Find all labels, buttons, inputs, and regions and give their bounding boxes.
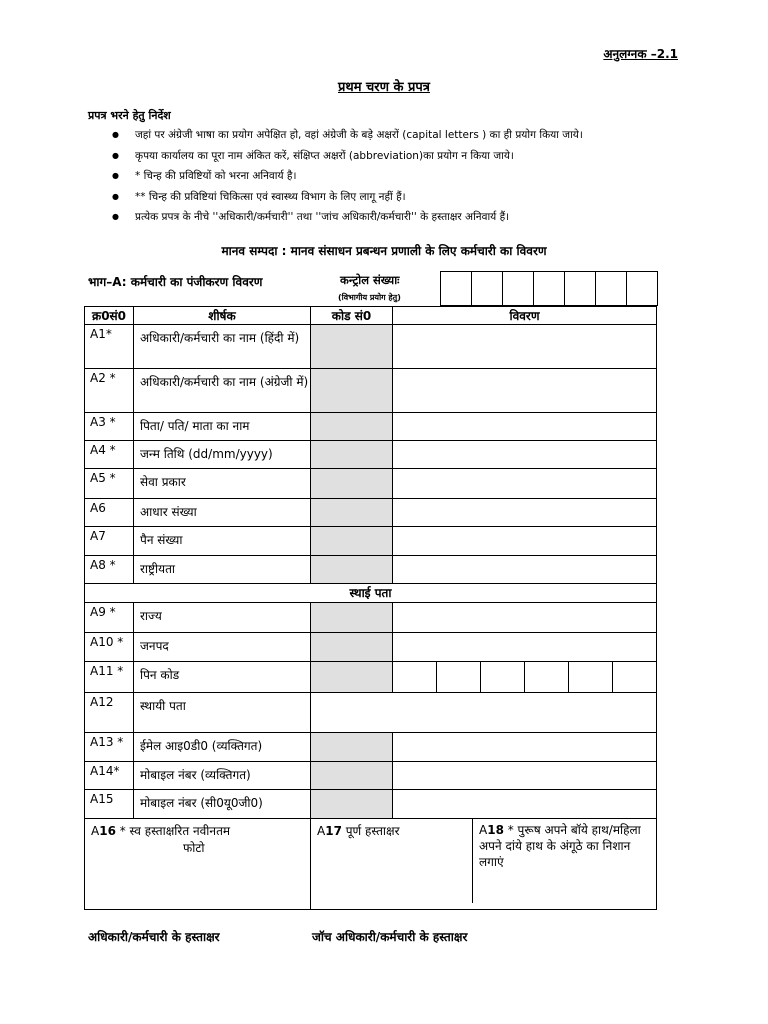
pin-digit-box[interactable] [393,662,437,692]
row-sno: A1* [85,325,134,369]
row-sno: A10 * [85,633,134,662]
table-row [85,762,657,790]
table-row [85,469,657,499]
table-row [85,527,657,556]
code-field[interactable] [311,733,393,762]
code-field[interactable] [311,762,393,790]
table-row [85,633,657,662]
table-row [85,662,657,693]
row-sno: A9 * [85,603,134,633]
photo-label: * स्व हस्ताक्षरित नवीनतम [115,824,231,838]
instructions-heading: प्रपत्र भरने हेतु निर्देश [88,109,171,122]
address-field[interactable] [311,693,657,733]
details-field[interactable] [393,527,657,556]
header-details: विवरण [393,307,657,325]
control-number-label: कन्ट्रोल संख्याः [340,273,400,287]
table-row [85,603,657,633]
control-number-box[interactable] [472,272,503,305]
pin-digit-box[interactable] [613,662,656,692]
control-number-boxes [440,271,658,306]
checker-signature-label: जॉच अधिकारी/कर्मचारी के हस्ताक्षर [312,930,468,944]
signature-label: पूर्ण हस्ताक्षर [341,824,400,838]
details-field[interactable] [393,633,657,662]
row-sno: A3 * [85,413,134,441]
page-title: प्रथम चरण के प्रपत्र [338,80,430,95]
control-number-box[interactable] [503,272,534,305]
code-field[interactable] [311,325,393,369]
row-sno: A4 * [85,441,134,469]
control-number-sublabel: (विभागीय प्रयोग हेतु) [338,293,401,302]
row-label: पिता/ पति/ माता का नाम [134,413,311,441]
details-field[interactable] [393,603,657,633]
header-title: शीर्षक [134,307,311,325]
pin-code-boxes [393,662,657,693]
instruction-item: ● * चिन्ह की प्रविष्टियों को भरना अनिवार्य है। [110,167,680,188]
row-label: पैन संख्या [134,527,311,556]
row-sno: A14* [85,762,134,790]
row-label: जनपद [134,633,311,662]
signature-prefix: A [317,824,326,838]
signature-box[interactable] [311,819,473,903]
table-row [85,369,657,413]
header-code: कोड सं0 [311,307,393,325]
pin-digit-box[interactable] [525,662,569,692]
row-label: मोबाइल नंबर (सी0यू0जी0) [134,790,311,819]
details-field[interactable] [393,733,657,762]
instruction-item: ● कृपया कार्यालय का पूरा नाम अंकित करें, संक्षिप्त अक्षरों (abbreviation)का प्रयोग न किया जाये। [110,147,680,168]
pin-digit-box[interactable] [569,662,613,692]
details-field[interactable] [393,441,657,469]
part-a-heading: भाग–A: कर्मचारी का पंजीकरण विवरण [88,275,263,289]
row-sno: A7 [85,527,134,556]
row-sno: A13 * [85,733,134,762]
instruction-item: ● प्रत्येक प्रपत्र के नीचे ''अधिकारी/कर्मचारी'' तथा ''जांच अधिकारी/कर्मचारी'' के हस्ताक्षर अनिवार्य हैं। [110,208,680,229]
details-field[interactable] [393,325,657,369]
thumb-label: * पुरूष अपने बॉये हाथ/महिला अपने दांये हाथ के अंगूठे का निशान लगाएं [479,823,641,869]
annexure-label: अनुलग्नक –2.1 [603,47,678,61]
table-row [85,733,657,762]
row-label: जन्म तिथि (dd/mm/yyyy) [134,441,311,469]
row-label: मोबाइल नंबर (व्यक्तिगत) [134,762,311,790]
header-sno: क्र0सं0 [85,307,134,325]
row-label: अधिकारी/कर्मचारी का नाम (हिंदी में) [134,325,311,369]
row-label: राज्य [134,603,311,633]
thumb-prefix: A [479,823,488,837]
photo-label-2: फोटो [183,841,205,855]
code-field[interactable] [311,603,393,633]
code-field[interactable] [311,499,393,527]
code-field[interactable] [311,662,393,693]
table-row [85,413,657,441]
details-field[interactable] [393,556,657,584]
code-field[interactable] [311,469,393,499]
code-field[interactable] [311,413,393,441]
instruction-item: ● जहां पर अंग्रेजी भाषा का प्रयोग अपेक्षित हो, वहां अंग्रेजी के बड़े अक्षरों (capital letters ) का ही प्रयोग किया जाये। [110,126,680,147]
details-field[interactable] [393,762,657,790]
pin-digit-box[interactable] [437,662,481,692]
table-header-row [85,307,657,325]
row-sno: A8 * [85,556,134,584]
permanent-address-section [85,584,657,603]
table-row [85,325,657,369]
row-sno: A11 * [85,662,134,693]
photo-box[interactable] [85,819,311,910]
table-row [85,693,657,733]
control-number-box[interactable] [565,272,596,305]
thumb-number: 18 [487,823,504,837]
table-row [85,441,657,469]
row-label: पिन कोड [134,662,311,693]
table-row [85,499,657,527]
details-field[interactable] [393,369,657,413]
table-row [85,790,657,819]
photo-signature-row [85,819,657,910]
photo-prefix: A [91,824,100,838]
row-label: ईमेल आइ0डी0 (व्यक्तिगत) [134,733,311,762]
thumb-impression-box[interactable] [473,819,656,903]
row-label: अधिकारी/कर्मचारी का नाम (अंग्रेजी में) [134,369,311,413]
details-field[interactable] [393,499,657,527]
control-number-box[interactable] [441,272,472,305]
code-field[interactable] [311,790,393,819]
row-label: आधार संख्या [134,499,311,527]
code-field[interactable] [311,527,393,556]
row-label: सेवा प्रकार [134,469,311,499]
row-sno: A2 * [85,369,134,413]
employee-form-table [84,306,657,910]
instructions-list [110,126,680,229]
photo-number: 16 [99,824,116,838]
code-field[interactable] [311,369,393,413]
details-field[interactable] [393,469,657,499]
row-sno: A5 * [85,469,134,499]
details-field[interactable] [393,790,657,819]
table-row [85,556,657,584]
control-number-box[interactable] [534,272,565,305]
row-sno: A6 [85,499,134,527]
section-title: स्थाई पता [85,584,657,603]
code-field[interactable] [311,633,393,662]
instruction-item: ● ** चिन्ह की प्रविष्टियां चिकित्सा एवं स्वास्थ्य विभाग के लिए लागू नहीं हैं। [110,188,680,209]
code-field[interactable] [311,441,393,469]
row-label: स्थायी पता [134,693,311,733]
control-number-box[interactable] [627,272,657,305]
code-field[interactable] [311,556,393,584]
row-sno: A12 [85,693,134,733]
row-label: राष्ट्रीयता [134,556,311,584]
details-field[interactable] [393,413,657,441]
row-sno: A15 [85,790,134,819]
employee-signature-label: अधिकारी/कर्मचारी के हस्ताक्षर [88,930,220,944]
signature-number: 17 [325,824,342,838]
form-heading: मानव सम्पदा : मानव संसाधन प्रबन्धन प्रणाली के लिए कर्मचारी का विवरण [221,244,547,258]
pin-digit-box[interactable] [481,662,525,692]
control-number-box[interactable] [596,272,627,305]
